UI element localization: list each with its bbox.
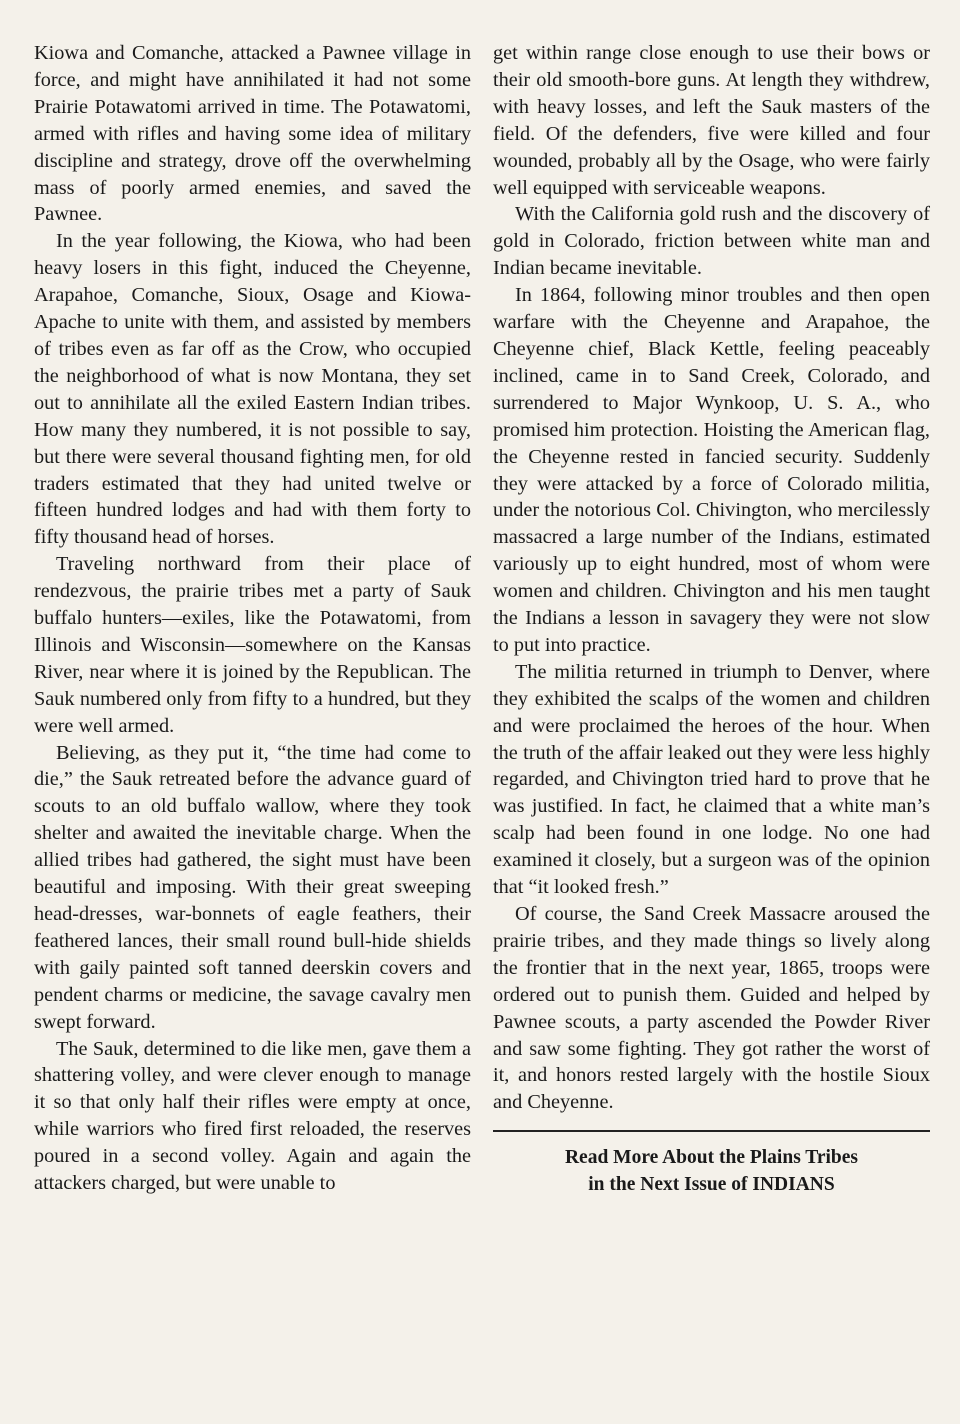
paragraph: Kiowa and Comanche, attacked a Pawnee village in force, and might have annihilated it had not some Prairie Potawatomi arrived in time. The Potawatomi, armed with rifles and having some idea of military discipline and strategy, drove off the overwhelming mass of poorly armed enemies, and saved the Pawnee.: [34, 42, 471, 226]
notice-line-1: Read More About the Plains Tribes: [564, 1147, 859, 1169]
paragraph: The Sauk, determined to die like men, gave them a shattering volley, and were clever enough to manage it so that only half their rifles were empty at once, while warriors who fired first reloaded, the reserves poured in a second volley. Again and again the attackers charged, but were unable to: [34, 1037, 471, 1195]
paragraph: In 1864, following minor troubles and then open warfare with the Cheyenne and Arapahoe, the Cheyenne chief, Black Kettle, feeling peaceably inclined, came in to Sand Creek, Colorado, and surrendered to Major Wynkoop, U. S. A., who promised him protection. Hoisting the American flag, the Cheyenne rested in fancied security. Suddenly they were attacked by a force of Colorado militia, under the notorious Col. Chivington, who mercilessly massacred a large number of the Indians, estimated variously up to eight hundred, most of whom were women and children. Chivington and his men taught the Indians a lesson in savagery they were not slow to put into practice.: [493, 284, 930, 656]
paragraph: Traveling northward from their place of rendezvous, the prairie tribes met a party of Sauk buffalo hunters—exiles, like the Potawatomi, from Illinois and Wisconsin—somewhere on the Kansas River, near where it is joined by the Republican. The Sauk numbered only from fifty to a hundred, but they were well armed.: [34, 553, 471, 737]
paragraph: Believing, as they put it, “the time had come to die,” the Sauk retreated before the advance guard of scouts to an old buffalo wallow, where they took shelter and awaited the inevitable charge. When the allied tribes had gathered, the sight must have been beautiful and imposing. With their great sweeping head-dresses, war-bonnets of eagle feathers, their feathered lances, their small round bull-hide shields with gaily painted soft tanned deerskin covers and pendent charms or medicine, the savage cavalry men swept forward.: [34, 741, 471, 1033]
paragraph: With the California gold rush and the discovery of gold in Colorado, friction between white man and Indian became inevitable.: [493, 203, 930, 280]
notice-line-2: in the Next Issue of INDIANS: [588, 1174, 835, 1196]
paragraph: The militia returned in triumph to Denver, where they exhibited the scalps of the women and children and were proclaimed the heroes of the hour. When the truth of the affair leaked out they were less highly regarded, and Chivington tried hard to prove that he was justified. In fact, he claimed that a white man’s scalp had been found in one lodge. No one had examined it closely, but a surgeon was of the opinion that “it looked fresh.”: [493, 660, 930, 899]
divider-rule: [493, 1130, 930, 1132]
next-issue-notice: [493, 1144, 930, 1198]
paragraph: get within range close enough to use their bows or their old smooth-bore guns. At length they withdrew, with heavy losses, and left the Sauk masters of the field. Of the defenders, five were killed and four wounded, probably all by the Osage, who were fairly well equipped with serviceable weapons.: [493, 42, 930, 199]
left-column: [34, 40, 471, 1404]
paragraph: In the year following, the Kiowa, who had been heavy losers in this fight, induced the Cheyenne, Arapahoe, Comanche, Sioux, Osage and Kiowa-Apache to unite with them, and assisted by members of tribes even as far off as the Crow, who occupied the neighborhood of what is now Montana, they set out to annihilate all the exiled Eastern Indian tribes. How many they numbered, it is not possible to say, but there were several thousand fighting men, for old traders estimated that they had united twelve or fifteen hundred lodges and had with them forty to fifty thousand head of horses.: [34, 230, 471, 549]
right-column: [493, 40, 930, 1404]
paragraph: Of course, the Sand Creek Massacre aroused the prairie tribes, and they made things so lively along the frontier that in the next year, 1865, troops were ordered out to punish them. Guided and helped by Pawnee scouts, a party ascended the Powder River and saw some fighting. They got rather the worst of it, and honors rested largely with the hostile Sioux and Cheyenne.: [493, 903, 930, 1114]
